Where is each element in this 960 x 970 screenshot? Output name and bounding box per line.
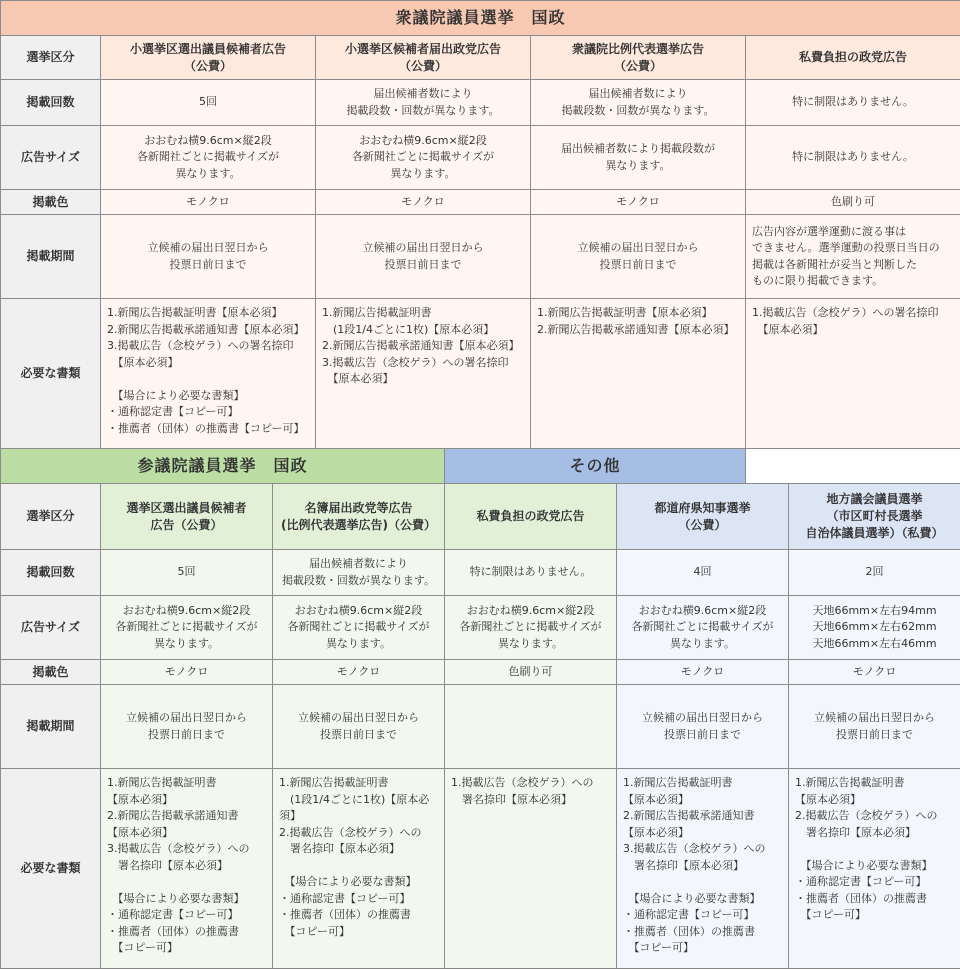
row-label-size: 広告サイズ bbox=[1, 126, 101, 190]
sonota-size-cell: 天地66mm×左右94mm 天地66mm×左右62mm 天地66mm×左右46mm bbox=[789, 596, 960, 660]
shugiin-size-cell: 特に制限はありません。 bbox=[746, 126, 960, 190]
shugiin-col-header: 衆議院比例代表選挙広告 （公費） bbox=[531, 36, 746, 80]
sangiin-period-cell: 立候補の届出日翌日から 投票日前日まで bbox=[101, 685, 273, 769]
sonota-col-header: 都道府県知事選挙 （公費） bbox=[617, 484, 789, 550]
sonota-docs-cell: 1.新聞広告掲載証明書 【原本必須】 2.新聞広告掲載承諾通知書 【原本必須】 3.掲載広告（念校ゲラ）への 署名捺印【原本必須】 【場合により必要な書類】 ・通称認定書【コピー可】 ・推薦者（団体）の推薦書 【コピー可】 bbox=[617, 769, 789, 969]
shugiin-size-cell: おおむね横9.6cm×縦2段 各新聞社ごとに掲載サイズが 異なります。 bbox=[316, 126, 531, 190]
sonota-period-cell: 立候補の届出日翌日から 投票日前日まで bbox=[617, 685, 789, 769]
shugiin-docs-cell: 1.新聞広告掲載証明書【原本必須】 2.新聞広告掲載承諾通知書【原本必須】 bbox=[531, 299, 746, 449]
shugiin-count-cell: 5回 bbox=[101, 80, 316, 126]
sangiin-count-cell: 特に制限はありません。 bbox=[445, 550, 617, 596]
row-label-count: 掲載回数 bbox=[1, 550, 101, 596]
sangiin-docs-cell: 1.新聞広告掲載証明書 【原本必須】 2.新聞広告掲載承諾通知書 【原本必須】 3.掲載広告（念校ゲラ）への 署名捺印【原本必須】 【場合により必要な書類】 ・通称認定書【コピー可】 ・推薦者（団体）の推薦書 【コピー可】 bbox=[101, 769, 273, 969]
row-label-category: 選挙区分 bbox=[1, 36, 101, 80]
shugiin-period-cell: 立候補の届出日翌日から 投票日前日まで bbox=[101, 215, 316, 299]
sangiin-size-cell: おおむね横9.6cm×縦2段 各新聞社ごとに掲載サイズが 異なります。 bbox=[445, 596, 617, 660]
sangiin-period-cell: 立候補の届出日翌日から 投票日前日まで bbox=[273, 685, 445, 769]
sangiin-banner: 参議院議員選挙 国政 bbox=[1, 449, 445, 484]
shugiin-size-cell: 届出候補者数により掲載段数が 異なります。 bbox=[531, 126, 746, 190]
sangiin-col-header: 名簿届出政党等広告 (比例代表選挙広告)（公費） bbox=[273, 484, 445, 550]
row-label-docs: 必要な書類 bbox=[1, 769, 101, 969]
row-label-period: 掲載期間 bbox=[1, 215, 101, 299]
shugiin-period-cell: 立候補の届出日翌日から 投票日前日まで bbox=[316, 215, 531, 299]
sangiin-col-header: 私費負担の政党広告 bbox=[445, 484, 617, 550]
sangiin-color-cell: 色刷り可 bbox=[445, 660, 617, 685]
shugiin-docs-cell: 1.新聞広告掲載証明書【原本必須】 2.新聞広告掲載承諾通知書【原本必須】 3.掲載広告（念校ゲラ）への署名捺印 【原本必須】 【場合により必要な書類】 ・通称認定書【コピー可】 ・推薦者（団体）の推薦書【コピー可】 bbox=[101, 299, 316, 449]
shugiin-color-cell: 色刷り可 bbox=[746, 190, 960, 215]
shugiin-docs-cell: 1.掲載広告（念校ゲラ）への署名捺印 【原本必須】 bbox=[746, 299, 960, 449]
sangiin-docs-cell: 1.掲載広告（念校ゲラ）への 署名捺印【原本必須】 bbox=[445, 769, 617, 969]
row-label-color: 掲載色 bbox=[1, 660, 101, 685]
row-label-docs: 必要な書類 bbox=[1, 299, 101, 449]
shugiin-color-cell: モノクロ bbox=[531, 190, 746, 215]
sangiin-count-cell: 届出候補者数により 掲載段数・回数が異なります。 bbox=[273, 550, 445, 596]
sonota-count-cell: 4回 bbox=[617, 550, 789, 596]
sangiin-col-header: 選挙区選出議員候補者 広告（公費） bbox=[101, 484, 273, 550]
sonota-color-cell: モノクロ bbox=[617, 660, 789, 685]
shugiin-count-cell: 特に制限はありません。 bbox=[746, 80, 960, 126]
sangiin-docs-cell: 1.新聞広告掲載証明書 (1段1/4ごとに1枚)【原本必須】 2.掲載広告（念校ゲラ）への 署名捺印【原本必須】 【場合により必要な書類】 ・通称認定書【コピー可】 ・推薦者（団体）の推薦書 【コピー可】 bbox=[273, 769, 445, 969]
shugiin-color-cell: モノクロ bbox=[316, 190, 531, 215]
shugiin-col-header: 小選挙区選出議員候補者広告 （公費） bbox=[101, 36, 316, 80]
row-label-count: 掲載回数 bbox=[1, 80, 101, 126]
shugiin-period-cell: 広告内容が選挙運動に渡る事は できません。選挙運動の投票日当日の 掲載は各新聞社が妥当と判断した ものに限り掲載できます。 bbox=[746, 215, 960, 299]
shugiin-col-header: 小選挙区候補者届出政党広告 （公費） bbox=[316, 36, 531, 80]
shugiin-color-cell: モノクロ bbox=[101, 190, 316, 215]
sonota-size-cell: おおむね横9.6cm×縦2段 各新聞社ごとに掲載サイズが 異なります。 bbox=[617, 596, 789, 660]
sonota-color-cell: モノクロ bbox=[789, 660, 960, 685]
shugiin-banner: 衆議院議員選挙 国政 bbox=[1, 1, 960, 36]
sangiin-size-cell: おおむね横9.6cm×縦2段 各新聞社ごとに掲載サイズが 異なります。 bbox=[273, 596, 445, 660]
shugiin-period-cell: 立候補の届出日翌日から 投票日前日まで bbox=[531, 215, 746, 299]
sonota-col-header: 地方議会議員選挙 （市区町村長選挙 自治体議員選挙）（私費） bbox=[789, 484, 960, 550]
sangiin-size-cell: おおむね横9.6cm×縦2段 各新聞社ごとに掲載サイズが 異なります。 bbox=[101, 596, 273, 660]
sangiin-period-cell bbox=[445, 685, 617, 769]
sangiin-count-cell: 5回 bbox=[101, 550, 273, 596]
sonota-docs-cell: 1.新聞広告掲載証明書 【原本必須】 2.掲載広告（念校ゲラ）への 署名捺印【原本必須】 【場合により必要な書類】 ・通称認定書【コピー可】 ・推薦者（団体）の推薦書 【コピー可】 bbox=[789, 769, 960, 969]
row-label-size: 広告サイズ bbox=[1, 596, 101, 660]
sonota-count-cell: 2回 bbox=[789, 550, 960, 596]
row-label-category: 選挙区分 bbox=[1, 484, 101, 550]
sangiin-color-cell: モノクロ bbox=[101, 660, 273, 685]
sonota-banner: その他 bbox=[445, 449, 746, 484]
shugiin-count-cell: 届出候補者数により 掲載段数・回数が異なります。 bbox=[531, 80, 746, 126]
row-label-period: 掲載期間 bbox=[1, 685, 101, 769]
sonota-period-cell: 立候補の届出日翌日から 投票日前日まで bbox=[789, 685, 960, 769]
row-label-color: 掲載色 bbox=[1, 190, 101, 215]
shugiin-col-header: 私費負担の政党広告 bbox=[746, 36, 960, 80]
shugiin-docs-cell: 1.新聞広告掲載証明書 (1段1/4ごとに1枚)【原本必須】 2.新聞広告掲載承諾通知書【原本必須】 3.掲載広告（念校ゲラ）への署名捺印 【原本必須】 bbox=[316, 299, 531, 449]
shugiin-size-cell: おおむね横9.6cm×縦2段 各新聞社ごとに掲載サイズが 異なります。 bbox=[101, 126, 316, 190]
sangiin-color-cell: モノクロ bbox=[273, 660, 445, 685]
shugiin-count-cell: 届出候補者数により 掲載段数・回数が異なります。 bbox=[316, 80, 531, 126]
